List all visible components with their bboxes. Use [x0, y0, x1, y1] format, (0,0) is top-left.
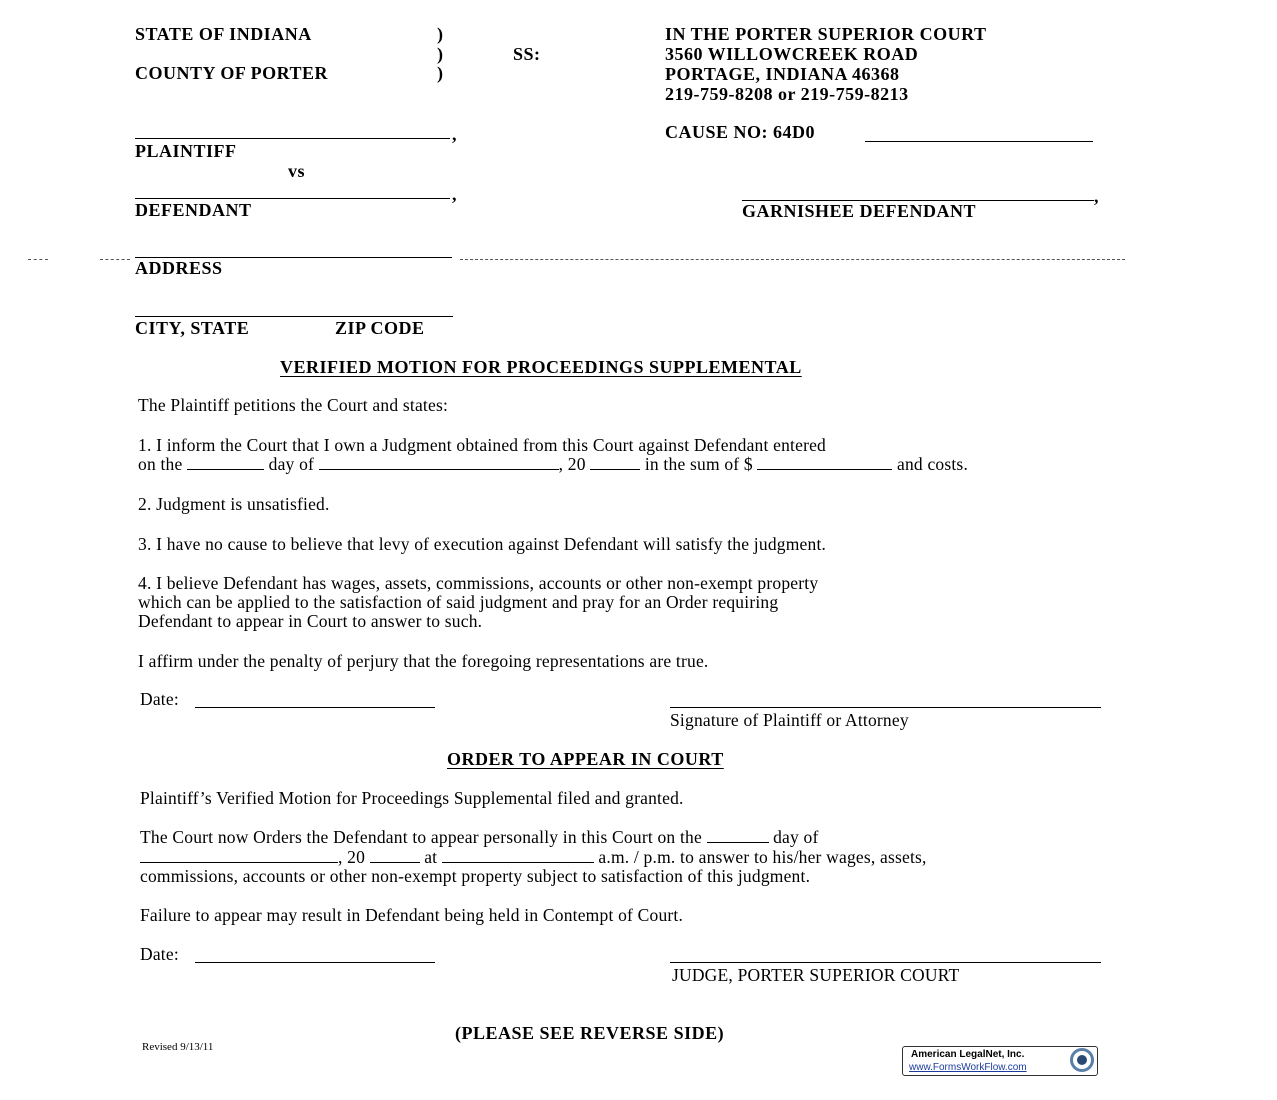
- court-city: PORTAGE, INDIANA 46368: [665, 64, 900, 84]
- on-the-text: on the: [138, 454, 183, 474]
- order-date-label: Date:: [140, 944, 179, 964]
- court-phone: 219-759-8208 or 219-759-8213: [665, 84, 909, 104]
- logo-company-name: American LegalNet, Inc.: [911, 1049, 1025, 1060]
- paren-1: ): [437, 24, 444, 44]
- state-label: STATE OF INDIANA: [135, 24, 312, 44]
- city-state-zip-field[interactable]: [135, 316, 453, 317]
- cause-number-field[interactable]: [865, 141, 1093, 142]
- paragraph-1-line-1: 1. I inform the Court that I own a Judgment obtained from this Court against Defendant entered: [138, 435, 827, 455]
- county-label: COUNTY OF PORTER: [135, 63, 329, 83]
- court-name: IN THE PORTER SUPERIOR COURT: [665, 24, 987, 44]
- paragraph-2: 2. Judgment is unsatisfied.: [138, 494, 330, 514]
- motion-intro: The Plaintiff petitions the Court and states:: [138, 395, 449, 415]
- order-paragraph-line-1: [140, 828, 819, 848]
- judge-signature-field[interactable]: [670, 962, 1101, 963]
- defendant-label: DEFENDANT: [135, 200, 252, 220]
- reverse-side-note: (PLEASE SEE REVERSE SIDE): [455, 1023, 725, 1043]
- garnishee-label: GARNISHEE DEFENDANT: [742, 201, 977, 221]
- order-filed-text: Plaintiff’s Verified Motion for Proceedings Supplemental filed and granted.: [140, 788, 684, 808]
- sum-text: in the sum of $: [644, 454, 753, 474]
- motion-title: VERIFIED MOTION FOR PROCEEDINGS SUPPLEMENTAL: [280, 357, 802, 377]
- publisher-logo: [902, 1046, 1098, 1076]
- affirmation: I affirm under the penalty of perjury that the foregoing representations are true.: [138, 651, 709, 671]
- costs-text: and costs.: [897, 454, 969, 474]
- signature-label: Signature of Plaintiff or Attorney: [670, 710, 909, 730]
- plaintiff-signature-field[interactable]: [670, 707, 1101, 708]
- revision-date: Revised 9/13/11: [142, 1041, 214, 1053]
- year-prefix-text: , 20: [558, 454, 586, 474]
- zip-code-label: ZIP CODE: [335, 318, 425, 338]
- appear-year-field[interactable]: [370, 861, 420, 863]
- motion-date-label: Date:: [140, 689, 179, 709]
- logo-website-link[interactable]: www.FormsWorkFlow.com: [909, 1062, 1027, 1073]
- paragraph-4-line-1: 4. I believe Defendant has wages, assets, commissions, accounts or other non-exempt property: [138, 573, 819, 593]
- paren-2: ): [437, 44, 444, 64]
- order-appear-text: The Court now Orders the Defendant to appear personally in this Court on the: [140, 827, 702, 847]
- scan-artifact: [460, 259, 1125, 260]
- cause-number-label: CAUSE NO: 64D0: [665, 122, 816, 142]
- order-title: ORDER TO APPEAR IN COURT: [447, 749, 724, 769]
- judgment-day-field[interactable]: [187, 468, 264, 470]
- scan-artifact: [100, 259, 130, 260]
- comma: ,: [1094, 186, 1099, 206]
- order-year-prefix-text: , 20: [338, 847, 366, 867]
- paren-3: ): [437, 63, 444, 83]
- order-at-text: at: [424, 847, 438, 867]
- order-paragraph-line-3: commissions, accounts or other non-exempt property subject to satisfaction of this judgment.: [140, 866, 811, 886]
- judgment-amount-field[interactable]: [757, 468, 892, 470]
- comma: ,: [452, 124, 457, 144]
- plaintiff-name-field[interactable]: [135, 138, 450, 139]
- globe-center-icon: [1077, 1055, 1087, 1065]
- city-state-label: CITY, STATE: [135, 318, 250, 338]
- court-street: 3560 WILLOWCREEK ROAD: [665, 44, 919, 64]
- address-label: ADDRESS: [135, 258, 223, 278]
- judgment-month-field[interactable]: [319, 468, 559, 470]
- day-of-text: day of: [268, 454, 315, 474]
- motion-date-field[interactable]: [195, 707, 435, 708]
- paragraph-4-line-3: Defendant to appear in Court to answer to such.: [138, 611, 483, 631]
- order-date-field[interactable]: [195, 962, 435, 963]
- judge-label: JUDGE, PORTER SUPERIOR COURT: [672, 965, 960, 985]
- order-paragraph-line-2: [140, 848, 927, 868]
- appear-month-field[interactable]: [140, 861, 338, 863]
- order-day-of-text: day of: [773, 827, 819, 847]
- paragraph-3: 3. I have no cause to believe that levy of execution against Defendant will satisfy the judgment.: [138, 534, 827, 554]
- contempt-warning: Failure to appear may result in Defendant being held in Contempt of Court.: [140, 905, 684, 925]
- order-ampm-text: a.m. / p.m. to answer to his/her wages, assets,: [598, 847, 927, 867]
- scan-artifact: [28, 259, 48, 260]
- ss-label: SS:: [513, 44, 541, 64]
- appear-time-field[interactable]: [442, 861, 594, 863]
- comma: ,: [452, 184, 457, 204]
- paragraph-1-line-2: [138, 455, 968, 475]
- appear-day-field[interactable]: [707, 841, 769, 843]
- vs-label: vs: [288, 161, 306, 181]
- judgment-year-field[interactable]: [590, 468, 640, 470]
- defendant-name-field[interactable]: [135, 198, 450, 199]
- paragraph-4-line-2: which can be applied to the satisfaction of said judgment and pray for an Order requiring: [138, 592, 779, 612]
- plaintiff-label: PLAINTIFF: [135, 141, 237, 161]
